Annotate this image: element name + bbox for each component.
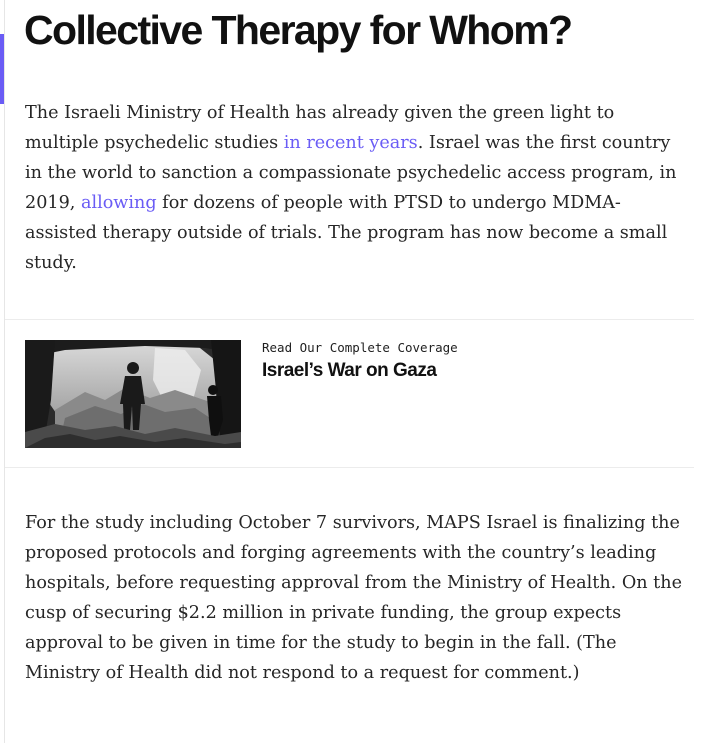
promo-thumbnail-image[interactable] — [25, 340, 241, 448]
section-accent-bar — [0, 34, 4, 104]
promo-title-link[interactable]: Israel’s War on Gaza — [262, 360, 437, 381]
related-coverage-promo — [25, 340, 685, 448]
promo-eyebrow-label: Read Our Complete Coverage — [262, 340, 458, 355]
paragraph-1-text-1: The Israeli Ministry of Health has already given the green light to multiple psychedelic studies — [25, 103, 615, 153]
link-in-recent-years[interactable]: in recent years — [283, 133, 418, 153]
left-rule — [4, 0, 5, 743]
link-allowing[interactable]: allowing — [80, 193, 157, 213]
article-paragraph-1 — [25, 98, 685, 278]
promo-divider-top — [5, 319, 694, 320]
paragraph-1-text-2: . Israel was the first country in the world to sanction a compassionate psychedelic access program, in 2019, — [25, 133, 677, 213]
promo-divider-bottom — [5, 467, 694, 468]
article-paragraph-2: For the study including October 7 survivors, MAPS Israel is finalizing the proposed protocols and forging agreements with the country’s leading hospitals, before requesting approval from the Ministry of Health. On the cusp of securing $2.2 million in private funding, the group expects approval to be given in time for the study to begin in the fall. (The Ministry of Health did not respond to a request for comment.) — [25, 513, 682, 683]
section-heading: Collective Therapy for Whom? — [24, 7, 572, 53]
paragraph-1-text-3: for dozens of people with PTSD to undergo MDMA-assisted therapy outside of trials. The program has now become a small study. — [25, 193, 668, 273]
